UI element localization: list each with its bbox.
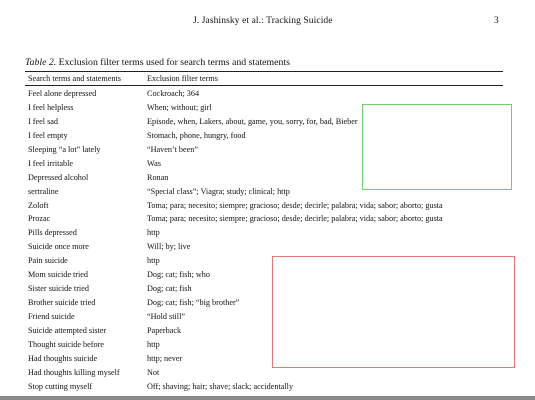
search-term-cell: sertraline [28, 186, 59, 196]
search-term-cell: Stop cutting myself [28, 381, 93, 391]
table-row [0, 187, 535, 201]
exclusion-terms-cell: Not [147, 367, 160, 377]
exclusion-terms-cell: http [147, 256, 160, 266]
table-body [0, 89, 535, 396]
exclusion-terms-cell: “Hold still” [147, 312, 185, 321]
table-row [0, 382, 535, 396]
table-caption [25, 57, 290, 68]
exclusion-terms-cell: Off; shaving; hair; shave; slack; accidentally [147, 381, 294, 391]
page-number: 3 [494, 16, 499, 26]
table-row [0, 326, 535, 340]
search-term-cell: Had thoughts killing myself [28, 367, 120, 377]
exclusion-terms-cell: “Haven’t been” [147, 144, 198, 154]
exclusion-terms-cell: Will; by; live [147, 242, 191, 252]
table-row [0, 145, 535, 159]
table-top-rule [25, 71, 503, 72]
exclusion-terms-cell: Dog; cat; fish; “big brother” [147, 298, 240, 308]
table-row [0, 117, 535, 131]
table-row [0, 368, 535, 382]
table-row [0, 89, 535, 103]
column-header-search-terms: Search terms and statements [28, 74, 121, 83]
table-caption-text: Exclusion filter terms used for search terms and statements [58, 57, 290, 68]
exclusion-terms-cell: Stomach, phone, hungry, food [147, 130, 246, 140]
exclusion-terms-cell: Paperback [147, 325, 182, 335]
running-title: J. Jashinsky et al.: Tracking Suicide [193, 16, 333, 26]
exclusion-terms-cell: Toma; para; necesito; siempre; gracioso; desde; decirle; palabra; vida; sabor; aborto; gusta [147, 214, 443, 224]
table-row [0, 228, 535, 242]
search-term-cell: Friend suicide [28, 312, 75, 321]
search-term-cell: I feel irritable [28, 158, 74, 168]
exclusion-terms-cell: http [147, 339, 160, 349]
table-row [0, 284, 535, 298]
exclusion-terms-cell: http [147, 228, 160, 238]
exclusion-terms-cell: http; never [147, 353, 183, 363]
search-term-cell: I feel sad [28, 116, 59, 126]
table-row [0, 340, 535, 354]
exclusion-terms-cell: “Special class”; Viagra; study; clinical; http [147, 186, 290, 196]
search-term-cell: Depressed alcohol [28, 172, 89, 182]
search-term-cell: Sister suicide tried [28, 284, 89, 294]
exclusion-terms-cell: Dog; cat; fish; who [147, 270, 210, 280]
exclusion-terms-cell: Ronan [147, 172, 169, 182]
search-term-cell: Sleeping “a lot” lately [28, 144, 101, 154]
exclusion-terms-cell: When; without; girl [147, 102, 212, 112]
table-row [0, 201, 535, 215]
viewer-bottom-edge [0, 396, 535, 400]
table-row [0, 103, 535, 117]
table-row [0, 173, 535, 187]
exclusion-terms-cell: Was [147, 158, 161, 168]
exclusion-terms-cell: Toma; para; necesito; siempre; gracioso; desde; decirle; palabra; vida; sabor; aborto; gusta [147, 200, 443, 210]
search-term-cell: Suicide once more [28, 242, 89, 252]
search-term-cell: Suicide attempted sister [28, 325, 107, 335]
search-term-cell: Prozac [28, 214, 51, 224]
table-header-rule [25, 85, 503, 86]
table-row [0, 354, 535, 368]
search-term-cell: Pain suicide [28, 256, 68, 266]
search-term-cell: Mom suicide tried [28, 270, 89, 280]
table-row [0, 256, 535, 270]
search-term-cell: Had thoughts suicide [28, 353, 98, 363]
search-term-cell: I feel helpless [28, 102, 74, 112]
table-row [0, 131, 535, 145]
exclusion-terms-cell: Dog; cat; fish [147, 284, 192, 294]
search-term-cell: Pills depressed [28, 228, 77, 238]
table-row [0, 298, 535, 312]
exclusion-terms-cell: Episode, when, Lakers, about, game, you, sorry, for, bad, Bieber [147, 116, 358, 126]
table-row [0, 214, 535, 228]
table-row [0, 159, 535, 173]
search-term-cell: I feel empty [28, 130, 68, 140]
exclusion-terms-cell: Cockroach; 364 [147, 89, 200, 98]
search-term-cell: Thought suicide before [28, 339, 104, 349]
search-term-cell: Zoloft [28, 200, 49, 210]
table-row [0, 270, 535, 284]
search-term-cell: Brother suicide tried [28, 298, 96, 308]
table-caption-label: Table 2. [25, 57, 57, 68]
table-row [0, 242, 535, 256]
table-row [0, 312, 535, 326]
search-term-cell: Feel alone depressed [28, 89, 97, 98]
column-header-exclusion-terms: Exclusion filter terms [147, 74, 218, 83]
